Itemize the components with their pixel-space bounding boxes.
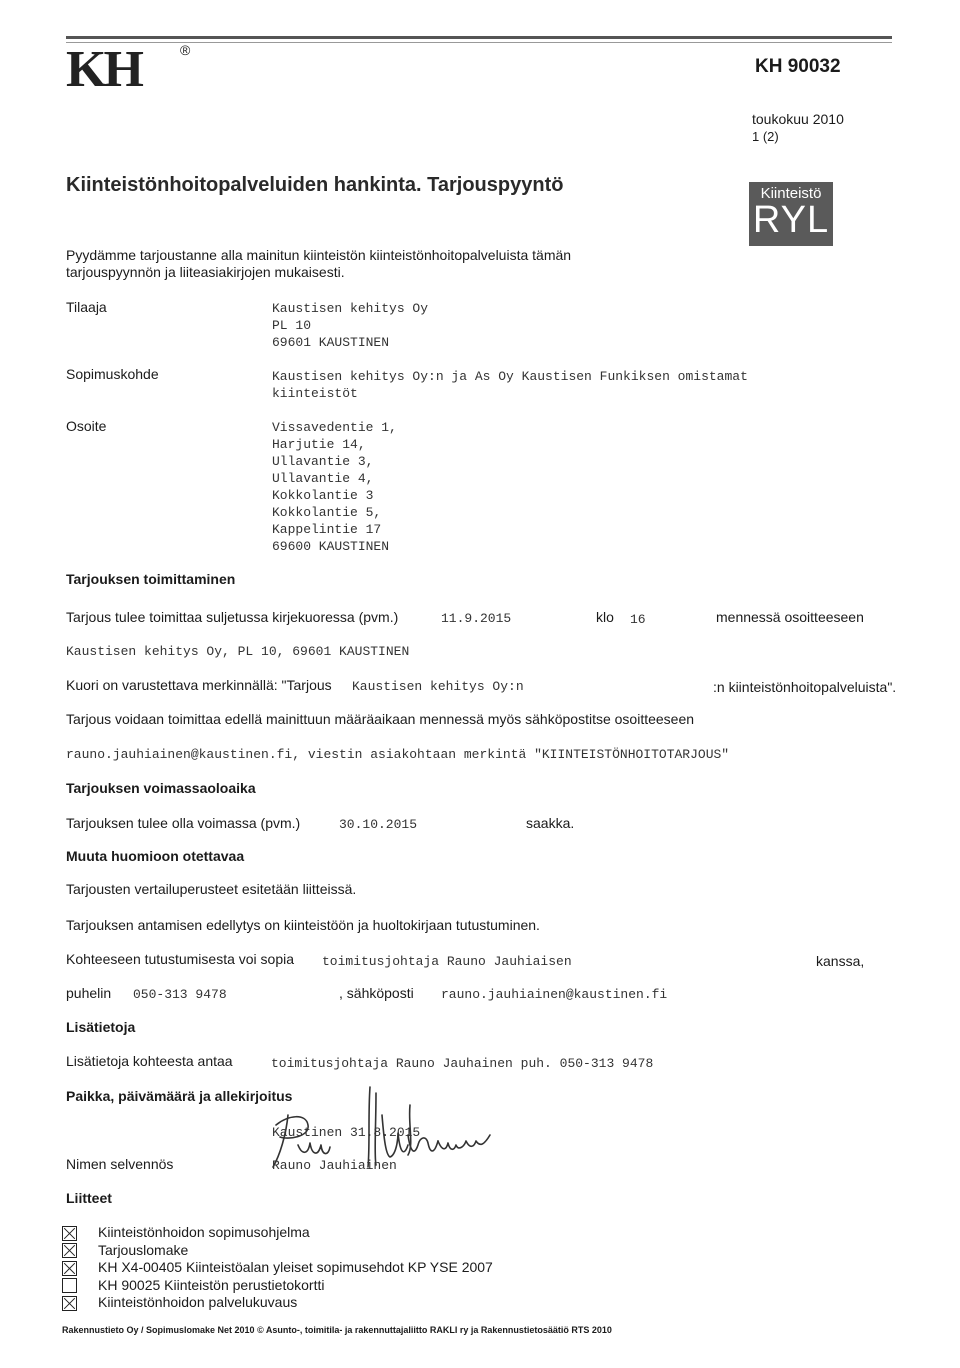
heading-liitteet: Liitteet	[66, 1190, 112, 1206]
kh-logo: KH	[66, 41, 141, 98]
deliver-address: Kaustisen kehitys Oy, PL 10, 69601 KAUSTINEN	[66, 644, 410, 659]
name-value: Rauno Jauhiainen	[272, 1158, 397, 1173]
email-delivery-value: rauno.jauhiainen@kaustinen.fi, viestin asiakohtaan merkintä "KIINTEISTÖNHOITOTARJOUS"	[66, 747, 730, 762]
header-rule	[66, 36, 892, 39]
attachment-item	[62, 1294, 297, 1311]
validity-date: 30.10.2015	[339, 817, 418, 832]
handwritten-signature	[258, 1085, 508, 1175]
email-value: rauno.jauhiainen@kaustinen.fi	[441, 987, 668, 1002]
kiinteisto-ryl-logo: Kiinteistö RYL	[749, 182, 833, 246]
heading-voimassaolo: Tarjouksen voimassaoloaika	[66, 780, 256, 796]
footer-copyright: Rakennustieto Oy / Sopimuslomake Net 2010 © Asunto-, toimitila- ja rakennuttajaliitto RAKLI ry ja Rakennustietosäätiö RTS 2010	[62, 1325, 612, 1335]
heading-lisatietoja: Lisätietoja	[66, 1019, 136, 1035]
validity-text: Tarjouksen tulee olla voimassa (pvm.)	[66, 815, 301, 831]
label-osoite: Osoite	[66, 418, 107, 434]
osoite-line-6: Kokkolantie 5,	[272, 505, 382, 520]
osoite-line-4: Ullavantie 4,	[272, 471, 374, 486]
osoite-line-3: Ullavantie 3,	[272, 454, 374, 469]
huomio-line-1: Tarjousten vertailuperusteet esitetään liitteissä.	[66, 881, 357, 897]
attachment-item	[62, 1224, 310, 1241]
klo-value: 16	[630, 612, 646, 627]
klo-label: klo	[596, 609, 614, 625]
envelope-end: :n kiinteistönhoitopalveluista".	[713, 679, 897, 695]
heading-toimittaminen: Tarjouksen toimittaminen	[66, 571, 236, 587]
attachment-label: Tarjouslomake	[98, 1241, 189, 1258]
envelope-text: Kuori on varustettava merkinnällä: "Tarjous	[66, 677, 332, 693]
tilaaja-line-3: 69601 KAUSTINEN	[272, 335, 390, 350]
attachment-item	[62, 1242, 188, 1259]
doc-code: KH 90032	[755, 56, 841, 77]
checkbox-checked-icon[interactable]	[62, 1296, 77, 1311]
sopimuskohde-line-1: Kaustisen kehitys Oy:n ja As Oy Kaustisen Funkiksen omistamat	[272, 369, 748, 384]
envelope-value: Kaustisen kehitys Oy:n	[352, 679, 524, 694]
attachment-item	[62, 1277, 324, 1294]
email-delivery-text: Tarjous voidaan toimittaa edellä mainittuun määräaikaan mennessä myös sähköpostitse osoitteeseen	[66, 711, 695, 727]
phone-value: 050-313 9478	[133, 987, 227, 1002]
phone-label: puhelin	[66, 985, 112, 1001]
label-tilaaja: Tilaaja	[66, 299, 107, 315]
osoite-line-8: 69600 KAUSTINEN	[272, 539, 390, 554]
attachment-label: Kiinteistönhoidon sopimusohjelma	[98, 1224, 310, 1240]
heading-allekirjoitus: Paikka, päivämäärä ja allekirjoitus	[66, 1088, 293, 1104]
checkbox-checked-icon[interactable]	[62, 1226, 77, 1241]
checkbox-checked-icon[interactable]	[62, 1261, 77, 1276]
deliver-end: mennessä osoitteeseen	[716, 609, 864, 625]
attachment-item	[62, 1259, 493, 1276]
osoite-line-2: Harjutie 14,	[272, 437, 366, 452]
intro-line-1: Pyydämme tarjoustanne alla mainitun kiinteistön kiinteistönhoitopalveluista tämän	[66, 247, 572, 263]
osoite-line-7: Kappelintie 17	[272, 522, 382, 537]
document-title: Kiinteistönhoitopalveluiden hankinta. Tarjouspyyntö	[66, 174, 564, 196]
contact-text: Kohteeseen tutustumisesta voi sopia	[66, 951, 295, 967]
name-label: Nimen selvennös	[66, 1156, 174, 1172]
intro-line-2: tarjouspyynnön ja liiteasiakirjojen mukaisesti.	[66, 264, 345, 280]
tilaaja-line-2: PL 10	[272, 318, 312, 333]
place-date: Kaustinen 31.8.2015	[272, 1125, 421, 1140]
sopimuskohde-line-2: kiinteistöt	[272, 386, 358, 401]
osoite-line-5: Kokkolantie 3	[272, 488, 374, 503]
tilaaja-line-1: Kaustisen kehitys Oy	[272, 301, 429, 316]
checkbox-empty-icon[interactable]	[62, 1278, 77, 1293]
huomio-line-2: Tarjouksen antamisen edellytys on kiinteistöön ja huoltokirjaan tutustuminen.	[66, 917, 540, 933]
attachment-label: KH X4-00405 Kiinteistöalan yleiset sopimusehdot KP YSE 2007	[98, 1259, 493, 1275]
contact-end: kanssa,	[816, 953, 865, 969]
label-sopimuskohde: Sopimuskohde	[66, 366, 159, 382]
attachment-label: Kiinteistönhoidon palvelukuvaus	[98, 1294, 298, 1310]
contact-value: toimitusjohtaja Rauno Jauhiaisen	[322, 954, 572, 969]
deliver-date: 11.9.2015	[441, 611, 512, 626]
doc-date: toukokuu 2010	[752, 111, 844, 127]
checkbox-checked-icon[interactable]	[62, 1243, 77, 1258]
lisatietoja-value: toimitusjohtaja Rauno Jauhainen puh. 050-313 9478	[271, 1056, 654, 1071]
registered-mark: ®	[180, 42, 191, 58]
email-label: , sähköposti	[339, 985, 414, 1001]
attachment-label: KH 90025 Kiinteistön perustietokortti	[98, 1276, 325, 1293]
lisatietoja-label: Lisätietoja kohteesta antaa	[66, 1053, 233, 1069]
heading-huomio: Muuta huomioon otettavaa	[66, 848, 245, 864]
osoite-line-1: Vissavedentie 1,	[272, 420, 397, 435]
validity-end: saakka.	[526, 815, 575, 831]
page-number: 1 (2)	[752, 129, 779, 144]
deliver-text: Tarjous tulee toimittaa suljetussa kirjekuoressa (pvm.)	[66, 609, 399, 625]
